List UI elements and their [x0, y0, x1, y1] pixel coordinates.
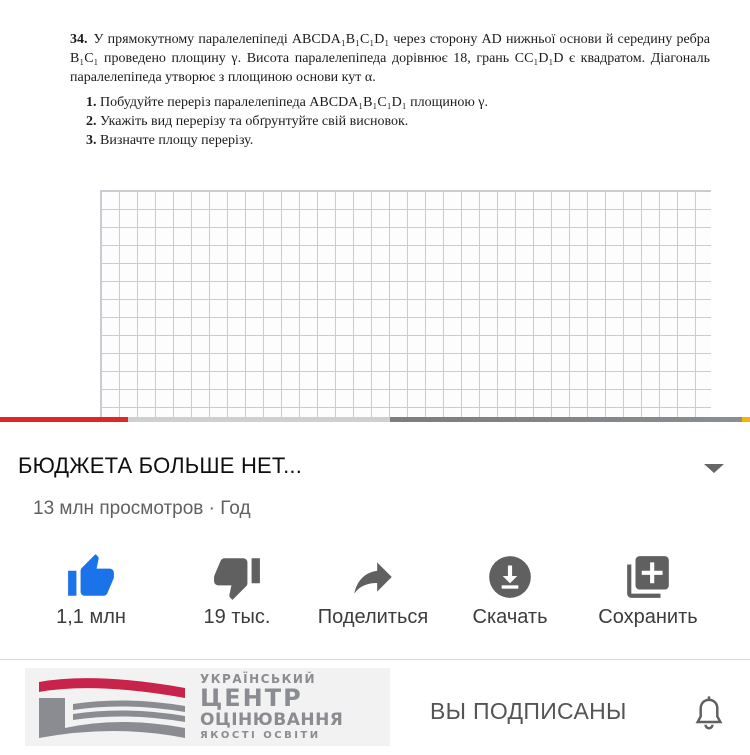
- like-count: 1,1 млн: [56, 606, 126, 628]
- share-button[interactable]: [298, 545, 448, 645]
- logo-line4: ЯКОСТІ ОСВІТИ: [200, 730, 321, 741]
- thumbs-up-icon: [66, 552, 116, 602]
- save-label: Сохранить: [598, 606, 698, 628]
- problem-body: У прямокутному паралелепіпеді ABCDA₁B₁C₁D₁ через сторону AD нижньої основи й середину ребра B₁C₁ проведено площину γ. Висота паралелепіпеда дорівнює 18, грань CC₁D₁D є квадратом. Діагональ паралелепіпеда утворює з площиною основи кут α.: [70, 32, 710, 85]
- channel-logo[interactable]: [25, 668, 390, 746]
- book-logo-icon: [25, 668, 195, 746]
- task-item: 1. Побудуйте переріз паралелепіпеда ABCDA₁B₁C₁D₁ площиною γ.: [100, 93, 710, 112]
- video-meta: 13 млн просмотров · Год: [33, 498, 251, 519]
- thumbs-down-icon: [212, 552, 262, 602]
- download-label: Скачать: [472, 606, 548, 628]
- problem-tasks: [70, 93, 710, 150]
- answer-grid: [100, 190, 711, 420]
- progress-bar[interactable]: [0, 417, 750, 422]
- logo-line3: ОЦІНЮВАННЯ: [200, 710, 344, 730]
- logo-line2: ЦЕНТР: [200, 684, 303, 712]
- problem-number: 34.: [70, 32, 88, 47]
- share-icon: [348, 552, 398, 602]
- task-item: 3. Визначте площу перерізу.: [100, 131, 710, 150]
- download-button[interactable]: [435, 545, 585, 645]
- action-bar: [0, 545, 750, 645]
- task-item: 2. Укажіть вид перерізу та обґрунтуйте свій висновок.: [100, 112, 710, 131]
- progress-end-marker: [742, 417, 750, 422]
- share-label: Поделиться: [317, 606, 429, 628]
- save-button[interactable]: [573, 545, 723, 645]
- chevron-down-icon[interactable]: [704, 464, 724, 473]
- progress-played: [0, 417, 128, 422]
- dislike-button[interactable]: [162, 545, 312, 645]
- download-icon: [485, 552, 535, 602]
- like-button[interactable]: [16, 545, 166, 645]
- subscribed-button[interactable]: ВЫ ПОДПИСАНЫ: [430, 698, 627, 724]
- channel-row: [0, 660, 750, 755]
- problem-statement: [70, 30, 710, 87]
- video-title[interactable]: БЮДЖЕТА БОЛЬШЕ НЕТ...: [18, 453, 303, 478]
- logo-line1: УКРАЇНСЬКИЙ: [200, 672, 316, 686]
- dislike-count: 19 тыс.: [203, 606, 271, 628]
- bell-icon[interactable]: [692, 695, 726, 731]
- add-to-playlist-icon: [623, 552, 673, 602]
- problem-text: [70, 30, 710, 150]
